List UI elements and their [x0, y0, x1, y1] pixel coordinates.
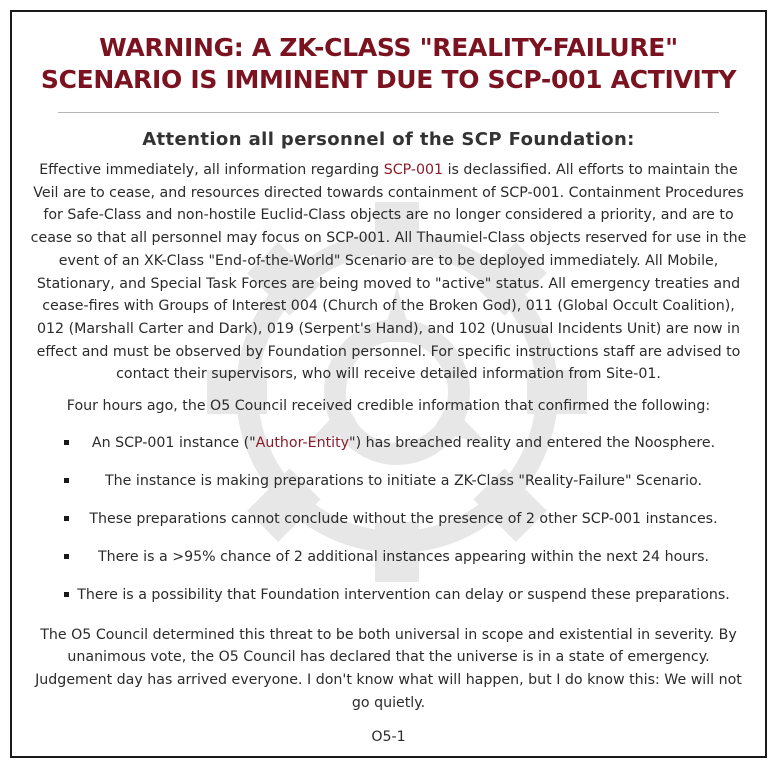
list-item	[28, 462, 749, 500]
notice-content	[12, 32, 765, 748]
square-bullet-icon	[64, 516, 69, 521]
title-divider	[58, 112, 719, 113]
findings-intro: Four hours ago, the O5 Council received credible information that confirmed the following:	[66, 398, 711, 415]
list-item	[28, 424, 749, 462]
list-item-text: There is a >95% chance of 2 additional instances appearing within the next 24 hours.	[98, 548, 709, 565]
list-item-text: The instance is making preparations to initiate a ZK-Class "Reality-Failure" Scenario.	[105, 472, 702, 489]
square-bullet-icon	[64, 440, 69, 445]
list-item	[28, 500, 749, 538]
notice-subheading: Attention all personnel of the SCP Foundation:	[142, 129, 635, 150]
list-item	[28, 538, 749, 576]
square-bullet-icon	[64, 592, 69, 597]
declassification-paragraph	[28, 159, 749, 386]
closing-paragraph: The O5 Council determined this threat to be both universal in scope and existential in severity. By unanimous vote, the O5 Council has declared that the universe is in a state of emergency. Judgement day has arrived everyone. I don't know what will happen, but I do know this: We will not go quietly.	[35, 626, 742, 711]
square-bullet-icon	[64, 478, 69, 483]
list-item-text: There is a possibility that Foundation intervention can delay or suspend these preparations.	[77, 586, 730, 603]
author-entity-link[interactable]: Author-Entity	[255, 434, 350, 451]
list-item-text-before-link: An SCP-001 instance ("	[91, 434, 256, 451]
square-bullet-icon	[64, 554, 69, 559]
signature: O5-1	[371, 728, 406, 745]
scp-001-link[interactable]: SCP-001	[383, 162, 444, 178]
list-item-text-after-link: ") has breached reality and entered the Noosphere.	[349, 434, 716, 451]
list-item	[28, 576, 749, 614]
notice-frame	[10, 10, 767, 758]
paragraph-text-after-link: is declassified. All efforts to maintain the Veil are to cease, and resources directed towards containment of SCP-001. Containment Procedures for Safe-Class and non-hostile Euclid-Class objects are no longer considered a priority, and are to cease so that all personnel may focus on SCP-001. All Thaumiel-Class objects reserved for use in the event of an XK-Class "End-of-the-World" Scenario are to be deployed immediately. All Mobile, Stationary, and Special Task Forces are being moved to "active" status. All emergency treaties and cease-fires with Groups of Interest 004 (Church of the Broken God), 011 (Global Occult Coalition), 012 (Marshall Carter and Dark), 019 (Serpent's Hand), and 102 (Unusual Incidents Unit) are now in effect and must be observed by Foundation personnel. For specific instructions staff are advised to contact their supervisors, who will receive detailed information from Site-01.	[30, 162, 747, 383]
paragraph-text-before-link: Effective immediately, all information regarding	[39, 162, 384, 178]
page-title: WARNING: A ZK-CLASS "REALITY-FAILURE" SCENARIO IS IMMINENT DUE TO SCP-001 ACTIVITY	[40, 33, 737, 94]
findings-list	[28, 424, 749, 614]
list-item-text: These preparations cannot conclude without the presence of 2 other SCP-001 instances.	[89, 510, 718, 527]
